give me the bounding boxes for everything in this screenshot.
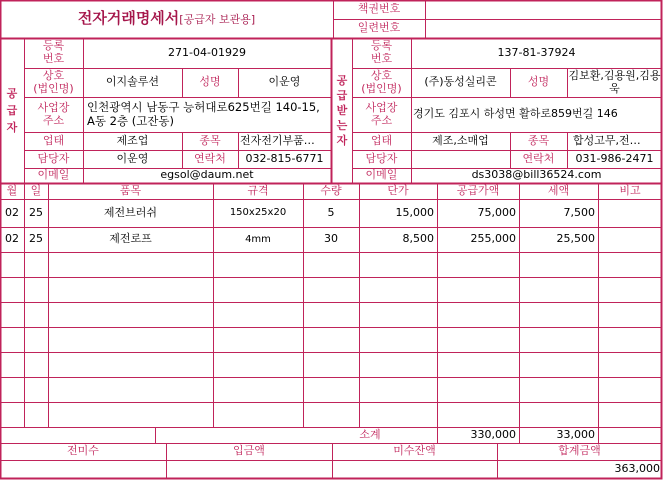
table-cell-month: 02 bbox=[5, 205, 19, 219]
side-char: 공 bbox=[336, 74, 348, 87]
buyer-business-label: 업태 bbox=[370, 133, 393, 147]
supplier-business-label: 업태 bbox=[42, 133, 65, 147]
buyer-address-label: 사업장 주소 bbox=[365, 100, 398, 127]
title-text: 전자거래명세서 bbox=[77, 9, 180, 28]
unpaid-label: 전미수 bbox=[67, 444, 99, 458]
supplier-company-label: 상호 (법인명) bbox=[33, 68, 74, 95]
buyer-item-label: 종목 bbox=[527, 133, 550, 147]
supplier-name-label: 성명 bbox=[199, 75, 221, 89]
buyer-business: 제조,소매업 bbox=[432, 133, 489, 147]
buyer-email-label: 이메일 bbox=[365, 168, 398, 182]
book-no-label: 책권번호 bbox=[357, 2, 401, 16]
buyer-company-label: 상호 (법인명) bbox=[361, 68, 402, 95]
deposit-label: 입금액 bbox=[233, 444, 265, 458]
table-cell-qty: 30 bbox=[324, 232, 338, 246]
table-cell-note bbox=[598, 227, 662, 252]
table-cell-tax: 25,500 bbox=[556, 232, 595, 246]
supplier-name: 이운영 bbox=[268, 75, 301, 89]
col-header-spec: 규격 bbox=[247, 183, 269, 197]
col-header-supply-amount: 공급가액 bbox=[456, 183, 500, 197]
table-cell-unit-price: 15,000 bbox=[395, 205, 434, 219]
supplier-reg-no: 271-04-01929 bbox=[168, 45, 246, 59]
supplier-address-label: 사업장 주소 bbox=[37, 100, 70, 127]
buyer-manager-label: 담당자 bbox=[365, 151, 398, 165]
supplier-business: 제조업 bbox=[116, 133, 149, 147]
buyer-reg-no-label: 등록 번호 bbox=[370, 39, 393, 65]
col-header-item: 품목 bbox=[119, 183, 142, 197]
col-header-unit-price: 단가 bbox=[387, 183, 409, 197]
side-char: 자 bbox=[6, 121, 18, 134]
buyer-address: 경기도 김포시 하성면 활하로859번길 146 bbox=[413, 107, 618, 121]
balance-label: 미수잔액 bbox=[393, 444, 436, 458]
supplier-company: 이지솔루션 bbox=[105, 75, 160, 89]
side-char: 는 bbox=[336, 119, 348, 132]
table-cell-unit-price: 8,500 bbox=[402, 232, 434, 246]
supplier-address: 인천광역시 남동구 능허대로625번길 140-15, A동 2층 (고잔동) bbox=[87, 100, 320, 128]
buyer-contact: 031-986-2471 bbox=[575, 151, 654, 165]
table-cell-qty: 5 bbox=[327, 205, 335, 219]
buyer-manager bbox=[411, 150, 510, 168]
buyer-side-label bbox=[332, 38, 352, 183]
buyer-email: ds3038@bill36524.com bbox=[471, 168, 602, 182]
col-header-day: 일 bbox=[30, 183, 42, 197]
buyer-contact-label: 연락처 bbox=[522, 151, 555, 165]
buyer-name: 김보환,김용원,김용욱 bbox=[568, 68, 661, 95]
side-char: 급 bbox=[336, 89, 348, 102]
balance-amount bbox=[332, 460, 497, 478]
supplier-item-label: 종목 bbox=[199, 133, 221, 147]
supplier-item: 전자전기부품… bbox=[240, 133, 315, 147]
table-cell-month: 02 bbox=[5, 232, 19, 246]
supplier-side-label bbox=[0, 38, 24, 183]
side-char: 받 bbox=[336, 104, 348, 117]
table-cell-item: 제전로프 bbox=[109, 232, 152, 246]
supplier-email-label: 이메일 bbox=[37, 168, 70, 182]
side-char: 급 bbox=[6, 104, 18, 117]
table-cell-spec: 4mm bbox=[245, 233, 271, 245]
supplier-manager: 이운영 bbox=[116, 151, 149, 165]
unpaid-amount bbox=[0, 460, 166, 478]
total-label: 합계금액 bbox=[558, 444, 601, 458]
side-char: 자 bbox=[336, 134, 348, 147]
table-cell-supply-amount: 75,000 bbox=[477, 205, 516, 219]
subtotal-tax: 33,000 bbox=[556, 427, 595, 441]
document-title bbox=[0, 0, 333, 38]
side-char: 공 bbox=[6, 87, 18, 100]
supplier-email: egsol@daum.net bbox=[160, 168, 254, 182]
table-cell-note bbox=[598, 199, 662, 227]
buyer-name-label: 성명 bbox=[527, 75, 550, 89]
buyer-reg-no: 137-81-37924 bbox=[497, 45, 576, 59]
supplier-contact: 032-815-6771 bbox=[245, 151, 324, 165]
supplier-contact-label: 연락처 bbox=[194, 151, 226, 165]
subtotal-supply: 330,000 bbox=[470, 427, 516, 441]
serial-no-label: 일련번호 bbox=[357, 21, 401, 35]
table-cell-day: 25 bbox=[29, 205, 43, 219]
table-cell-day: 25 bbox=[29, 232, 43, 246]
total-amount: 363,000 bbox=[614, 461, 660, 475]
col-header-month: 월 bbox=[6, 183, 18, 197]
table-cell-item: 제전브러쉬 bbox=[103, 205, 158, 219]
subtotal-label: 소계 bbox=[359, 427, 381, 441]
buyer-company: (주)동성실리콘 bbox=[424, 75, 497, 89]
table-cell-spec: 150x25x20 bbox=[229, 207, 287, 219]
deposit-amount bbox=[166, 460, 332, 478]
col-header-tax: 세액 bbox=[547, 183, 570, 197]
col-header-qty: 수량 bbox=[320, 183, 342, 197]
table-cell-supply-amount: 255,000 bbox=[470, 232, 516, 246]
supplier-manager-label: 담당자 bbox=[37, 151, 70, 165]
table-cell-tax: 7,500 bbox=[563, 205, 595, 219]
col-header-note: 비고 bbox=[619, 183, 641, 197]
supplier-reg-no-label: 등록 번호 bbox=[42, 39, 65, 65]
buyer-item: 합성고무,전… bbox=[573, 133, 641, 147]
copy-type-label: [공급자 보관용] bbox=[179, 13, 256, 27]
